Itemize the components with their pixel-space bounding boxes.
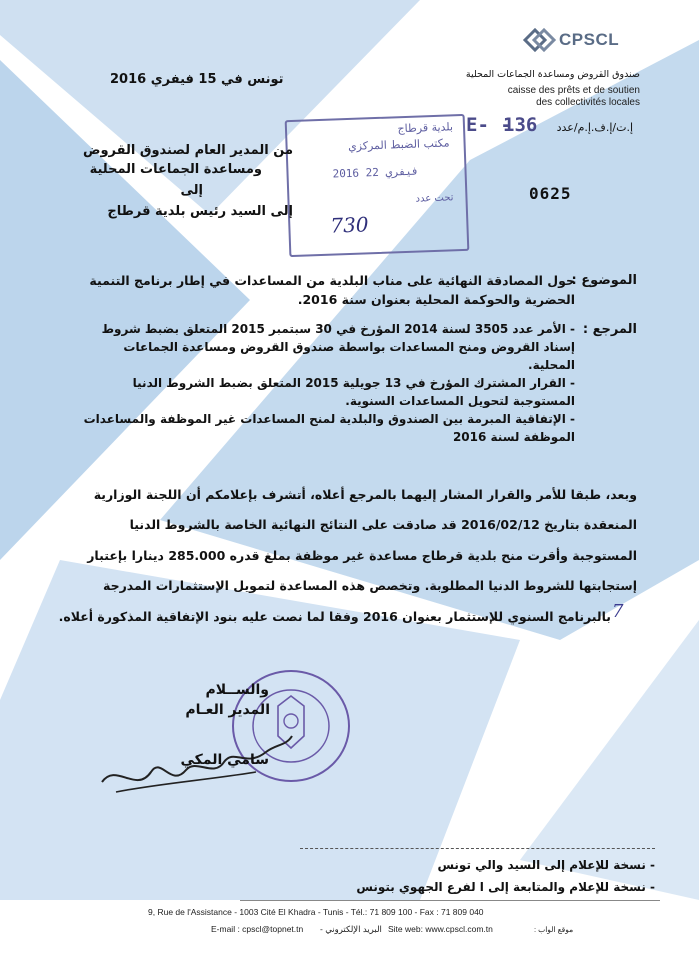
footer-web-ar: موقع الواب : [534, 925, 574, 934]
body-line-2: المنعقدة بتاريخ 2016/02/12 قد صادقت على النتائج النهائية الخاصة بالشروط الدنيا [129, 517, 637, 532]
subject-line-2: الحضرية والحوكمة المحلية بعنوان سنة 2016. [297, 292, 575, 307]
body-line-5: بالبرنامج السنوي للإستثمار بعنوان 2016 وفقا لما نصت عليه بنود الإتفاقية المذكورة أعلاه. [58, 609, 611, 624]
body-line-3: المستوجبة وأقرت منح بلدية قرطاج مساعدة غير موظفة بملغ قدره 285.000 دينارا بإعتبار [87, 548, 637, 563]
reference-item-6: - الإتفاقية المبرمة بين الصندوق والبلدية لمنح المساعدات غير الموظفة والمساعدات [83, 412, 575, 426]
to-line: إلى السيد رئيس بلدية قرطاج [107, 204, 293, 219]
to-word: إلى [180, 183, 203, 198]
reference-item-3: المحلية. [528, 358, 575, 372]
body-line-1: وبعد، طبقا للأمر والقرار المشار إليهما بالمرجع أعلاه، أتشرف بإعلامكم أن اللجنة الوزارية [93, 487, 637, 502]
copies-divider [300, 848, 655, 849]
body-line-4: إستجابتها للشروط الدنيا المطلوبة. وتخصص هذه المساعدة لتمويل الإستثمارات المدرجة [103, 578, 637, 593]
from-line-1: من المدير العام لصندوق القروض [82, 143, 293, 158]
subject-label: الموضوع : [571, 273, 637, 288]
references-label: المرجع : [582, 322, 637, 337]
copy-line-1: - نسخة للإعلام إلى السيد والي تونس [437, 858, 655, 872]
stamp-date: 2016 فيفري 22 [332, 164, 419, 181]
footer-email-ar: البريد الإلكتروني - [320, 924, 382, 934]
reference-prefix-stamp: E- - [466, 114, 512, 136]
salutation: والســلام [205, 682, 269, 698]
stamp-line-4: تحت عدد [415, 192, 454, 205]
signer-name: سامي المكي [180, 752, 269, 768]
reference-number: 136 [503, 114, 538, 136]
stamp-line-1: بلدية قرطاج [397, 120, 454, 136]
institution-name-fr-1: caisse des prêts et de soutien [507, 85, 640, 96]
logo-text: CPSCL [559, 30, 620, 49]
reference-item-2: إسناد القروض ومنح المساعدات بواسطة صندوق القروض ومساعدة الجماعات [123, 340, 575, 354]
date-line: تونس في 15 فيفري 2016 [110, 72, 284, 87]
copy-line-2: - نسخة للإعلام والمتابعة إلى ا لفرع الجهوي بتونس [356, 880, 655, 894]
reference-item-5: المستوجبة لتحويل المساعدات السنوية. [345, 394, 575, 408]
reception-stamp [285, 114, 470, 257]
institution-name-fr-2: des collectivités locales [536, 97, 640, 108]
signer-title: المدير العـام [185, 702, 270, 718]
reference-item-1: - الأمر عدد 3505 لسنة 2014 المؤرخ في 30 سبتمبر 2015 المتعلق بضبط شروط [101, 322, 575, 336]
reference-label: إ.ت/إ.ف.إ.م/عدد [556, 121, 633, 134]
reference-item-4: - القرار المشترك المؤرخ في 13 جويلية 2015 المتعلق بضبط الشروط الدنيا [132, 376, 575, 390]
reference-item-7: الموظفة لسنة 2016 [452, 430, 575, 444]
footer-web: Site web: www.cpscl.com.tn [388, 924, 493, 934]
footer-divider [240, 900, 660, 901]
handwritten-initial: 7 [612, 601, 624, 622]
stamp-handwritten-number: 730 [329, 212, 369, 238]
from-line-2: ومساعدة الجماعات المحلية [89, 162, 262, 177]
stamp-line-2: مكتب الضبط المركزي [347, 136, 450, 153]
institution-name-ar: صندوق القروض ومساعدة الجماعات المحلية [465, 69, 640, 80]
cpscl-logo-icon [522, 27, 556, 53]
subject-line-1: حول المصادقة النهائية على مناب البلدية من المساعدات في إطار برنامج التنمية [89, 273, 575, 288]
footer-email: E-mail : cpscl@topnet.tn [211, 924, 304, 934]
reference-sub-number: 0625 [529, 184, 572, 203]
footer-address: 9, Rue de l'Assistance - 1003 Cité El Khadra - Tunis - Tél.: 71 809 100 - Fax : 71 809 040 [148, 907, 484, 917]
